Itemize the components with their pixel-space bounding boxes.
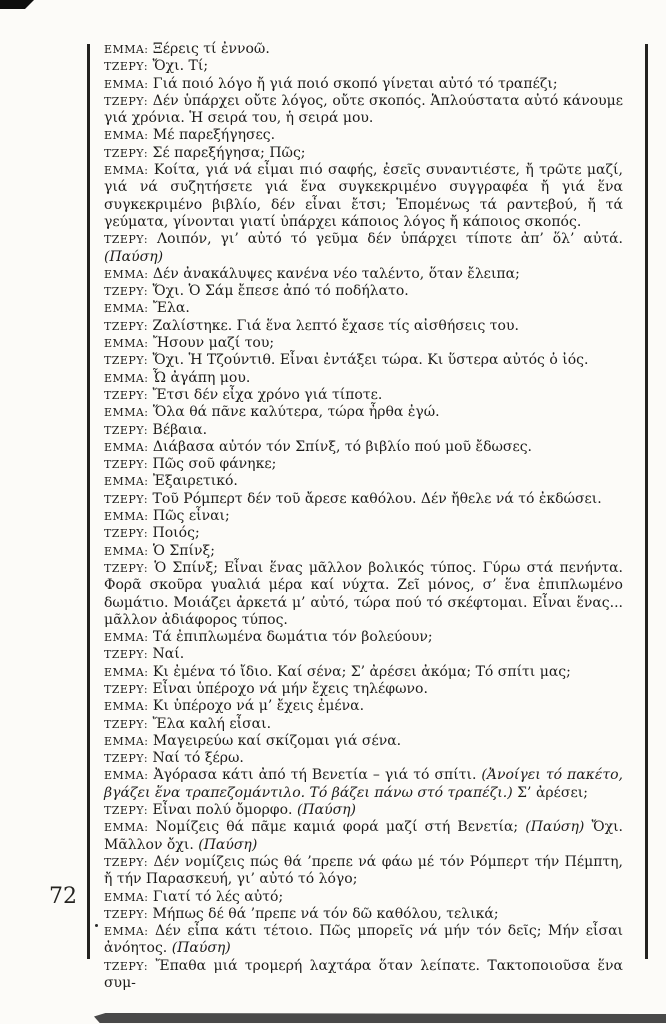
speaker-name: ΤΖΕΡΥ:: [104, 423, 149, 437]
stage-direction: (Παύση): [104, 248, 164, 265]
speaker-name: ΕΜΜΑ:: [104, 769, 149, 783]
speech-line: [104, 629, 623, 646]
speaker-name: ΕΜΜΑ:: [104, 371, 149, 385]
speech-line: [104, 439, 623, 456]
speech-line: [104, 387, 623, 404]
page-number: 72: [49, 884, 77, 909]
speech-line: [104, 162, 623, 231]
speaker-name: ΤΖΕΡΥ:: [104, 146, 149, 160]
speech-text: Κι ἐμένα τό ἴδιο. Καί σένα; Σ’ ἀρέσει ἀκόμα; Τό σπίτι μας;: [152, 663, 571, 680]
speech-line: [104, 543, 623, 560]
speech-line: [104, 681, 623, 698]
speech-line: [104, 231, 623, 266]
speaker-name: ΤΖΕΡΥ:: [104, 752, 149, 766]
speech-text: Δέν νομίζεις πώς θά ’πρεπε νά φάω μέ τόν Ρόμπερτ τήν Πέμπτη, ἤ τήν Παρασκευή, γι’ αὐτό τό λόγο;: [104, 853, 623, 888]
speaker-name: ΤΖΕΡΥ:: [104, 682, 149, 696]
speech-text: Ὄχι. Τί;: [152, 58, 209, 75]
speech-text: Κοίτα, γιά νά εἶμαι πιό σαφής, ἐσεῖς συναντιέστε, ἤ τρῶτε μαζί, γιά νά συζητήσετε γιά ἕνα συγκεκριμένο συγγραφέα ἤ γιά ἕνα συγκεκριμένο βιβλίο, δέν εἶναι ἔτσι; Ἑπομένως τά ραντεβού, ἤ τά γεύματα, γίνονται γιατί ὑπάρχει κάποιος λόγος ἤ κάποιος σκοπός.: [104, 162, 623, 230]
speaker-name: ΤΖΕΡΥ:: [104, 527, 149, 541]
speech-text: Βέβαια.: [152, 421, 208, 438]
speaker-name: ΕΜΜΑ:: [104, 129, 149, 143]
right-margin-rule: [645, 44, 648, 959]
speaker-name: ΤΖΕΡΥ:: [104, 388, 149, 402]
speaker-name: ΕΜΜΑ:: [104, 544, 149, 558]
speech-text: Ξέρεις τί ἐννοῶ.: [152, 41, 270, 57]
speech-line: [104, 283, 623, 300]
speech-text: Δέν ἀνακάλυψες κανένα νέο ταλέντο, ὅταν ἔλειπα;: [152, 265, 520, 282]
speaker-name: ΕΜΜΑ:: [104, 890, 149, 904]
speech-text: Ὄχι. Μᾶλλον ὄχι.: [104, 819, 624, 853]
dialogue-text-block: [104, 41, 623, 992]
speech-line: [104, 145, 623, 162]
speech-line: [104, 422, 623, 439]
speech-text: Ἀγόρασα κάτι ἀπό τή Βενετία – γιά τό σπίτι.: [153, 767, 482, 784]
speech-line: [104, 93, 623, 128]
speech-line: [104, 76, 623, 93]
speaker-name: ΕΜΜΑ:: [104, 43, 149, 56]
speaker-name: ΤΖΕΡΥ:: [104, 319, 149, 333]
speech-text: Ὦ ἀγάπη μου.: [152, 369, 251, 386]
speaker-name: ΤΖΕΡΥ:: [104, 804, 149, 818]
speech-text: Σ’ ἀρέσει;: [512, 784, 588, 801]
speech-text: Λοιπόν, γι’ αὐτό τό γεῦμα δέν ὑπάρχει τίποτε ἀπ’ ὅλ’ αὐτά.: [157, 231, 624, 248]
speech-text: Μέ παρεξήγησες.: [152, 127, 276, 144]
speech-text: Δέν ὑπάρχει οὔτε λόγος, οὔτε σκοπός. Ἁπλούστατα αὐτό κάνουμε γιά χρόνια. Ἡ σειρά του, ἡ σειρά μου.: [104, 92, 623, 127]
speech-line: [104, 923, 623, 958]
speech-text: Πῶς σοῦ φάνηκε;: [152, 456, 277, 473]
speech-line: [104, 335, 623, 352]
speaker-name: ΕΜΜΑ:: [104, 665, 149, 679]
speech-line: [104, 525, 623, 542]
speech-line: [104, 906, 623, 923]
speech-text: Ζαλίστηκε. Γιά ἕνα λεπτό ἔχασε τίς αἰσθήσεις του.: [152, 317, 519, 334]
speaker-name: ΤΖΕΡΥ:: [104, 354, 149, 368]
speech-text: Πῶς εἶναι;: [152, 508, 230, 525]
speech-text: Μαγειρεύω καί σκίζομαι γιά σένα.: [152, 732, 402, 749]
speech-text: Τοῦ Ρόμπερτ δέν τοῦ ἄρεσε καθόλου. Δέν ἤθελε νά τό ἐκδώσει.: [152, 490, 602, 507]
speaker-name: ΤΖΕΡΥ:: [104, 458, 149, 472]
speaker-name: ΕΜΜΑ:: [104, 821, 149, 835]
speech-text: Ἐξαιρετικό.: [152, 473, 238, 490]
speech-line: [104, 473, 623, 490]
speech-line: [104, 266, 623, 283]
speech-line: [104, 716, 623, 733]
speech-text: Ὁ Σπίνξ;: [152, 542, 215, 559]
speech-line: [104, 370, 623, 387]
speech-line: [104, 646, 623, 663]
speech-text: Εἶναι πολύ ὄμορφο.: [152, 802, 297, 819]
speaker-name: ΕΜΜΑ:: [104, 475, 149, 489]
speech-text: Ποιός;: [152, 525, 200, 542]
speaker-name: ΤΖΕΡΥ:: [104, 959, 149, 973]
speech-text: Διάβασα αὐτόν τόν Σπίνξ, τό βιβλίο πού μοῦ ἔδωσες.: [152, 438, 533, 455]
speaker-name: ΕΜΜΑ:: [104, 925, 149, 939]
speech-line: [104, 41, 623, 58]
speech-line: [104, 404, 623, 421]
speech-line: [104, 733, 623, 750]
stage-direction: (Παύση): [296, 802, 356, 819]
speaker-name: ΕΜΜΑ:: [104, 267, 149, 281]
speech-text: Ὅλα θά πᾶνε καλύτερα, τώρα ἦρθα ἐγώ.: [152, 404, 440, 421]
scan-artifact-top-left: [0, 0, 34, 9]
speech-text: Κι ὑπέροχο νά μ’ ἔχεις ἐμένα.: [152, 698, 365, 715]
speaker-name: ΤΖΕΡΥ:: [104, 907, 149, 921]
speech-line: [104, 456, 623, 473]
speaker-name: ΤΖΕΡΥ:: [104, 492, 149, 506]
speech-text: Ὁ Σπίνξ; Εἶναι ἕνας μᾶλλον βολικός τύπος. Γύρω στά πενήντα. Φορᾶ σκοῦρα γυαλιά μέρα καί νύχτα. Ζεῖ μόνος, σ’ ἕνα ἐπιπλωμένο δωμάτιο. Μοιάζει ἀρκετά μ’ αὐτό, τώρα πού τό σκέφτομαι. Εἶναι ἕνας... μᾶλλον ἀδιάφορος τύπος.: [104, 559, 623, 628]
speaker-name: ΕΜΜΑ:: [104, 164, 149, 178]
speaker-name: ΤΖΕΡΥ:: [104, 94, 149, 108]
speech-line: [104, 352, 623, 369]
speaker-name: ΤΖΕΡΥ:: [104, 855, 149, 869]
speech-line: [104, 127, 623, 144]
speech-text: Ναί τό ξέρω.: [152, 750, 244, 767]
speaker-name: ΤΖΕΡΥ:: [104, 561, 149, 575]
speech-line: [104, 750, 623, 767]
speech-text: Ἔπαθα μιά τρομερή λαχτάρα ὅταν λείπατε. Τακτοποιοῦσα ἕνα συμ-: [104, 957, 624, 992]
speech-text: Σέ παρεξήγησα; Πῶς;: [152, 144, 306, 161]
speech-text: Ἔτσι δέν εἶχα χρόνο γιά τίποτε.: [152, 386, 383, 403]
speech-text: Γιά ποιό λόγο ἤ γιά ποιό σκοπό γίνεται αὐτό τό τραπέζι;: [152, 75, 558, 92]
speech-line: [104, 508, 623, 525]
speech-text: Γιατί τό λές αὐτό;: [152, 888, 284, 905]
speech-text: Τά ἐπιπλωμένα δωμάτια τόν βολεύουν;: [152, 629, 433, 646]
speech-line: [104, 491, 623, 508]
speech-line: [104, 854, 623, 889]
stage-direction: (Παύση): [171, 940, 231, 957]
speech-line: [104, 698, 623, 715]
speech-line: [104, 958, 623, 993]
speech-line: [104, 58, 623, 75]
speaker-name: ΕΜΜΑ:: [104, 734, 149, 748]
scan-artifact-bottom: [94, 1013, 666, 1023]
speaker-name: ΕΜΜΑ:: [104, 510, 149, 524]
speaker-name: ΕΜΜΑ:: [104, 77, 149, 91]
speaker-name: ΕΜΜΑ:: [104, 631, 149, 645]
speech-line: [104, 819, 623, 854]
speaker-name: ΕΜΜΑ:: [104, 406, 149, 420]
speech-text: Νομίζεις θά πᾶμε καμιά φορά μαζί στή Βενετία;: [155, 819, 526, 836]
speaker-name: ΕΜΜΑ:: [104, 302, 149, 316]
stage-direction: (Παύση): [198, 836, 258, 853]
speech-text: Ὄχι. Ἡ Τζούντιθ. Εἶναι ἐντάξει τώρα. Κι ὕστερα αὐτός ὁ ἰός.: [152, 352, 589, 369]
speech-text: Μήπως δέ θά ’πρεπε νά τόν δῶ καθόλου, τελικά;: [152, 905, 499, 922]
speech-text: Εἶναι ὑπέροχο νά μήν ἔχεις τηλέφωνο.: [152, 680, 428, 697]
speech-line: [104, 318, 623, 335]
ink-dot: [95, 924, 98, 927]
speaker-name: ΤΖΕΡΥ:: [104, 717, 149, 731]
speaker-name: ΤΖΕΡΥ:: [104, 285, 149, 299]
speech-line: [104, 889, 623, 906]
speech-line: [104, 802, 623, 819]
speaker-name: ΤΖΕΡΥ:: [104, 648, 149, 662]
speech-line: [104, 300, 623, 317]
speech-text: Ἔλα καλή εἶσαι.: [152, 715, 272, 732]
speaker-name: ΕΜΜΑ:: [104, 700, 149, 714]
speaker-name: ΕΜΜΑ:: [104, 440, 149, 454]
speech-text: Ἔλα.: [152, 300, 190, 317]
speaker-name: ΤΖΕΡΥ:: [104, 60, 149, 74]
stage-direction: (Ἀνοίγει τό πακέτο, βγάζει ἕνα τραπεζομάντιλο. Τό βάζει πάνω στό τραπέζι.): [104, 767, 623, 801]
speech-line: [104, 767, 623, 802]
speech-text: Ναί.: [152, 646, 185, 663]
left-margin-rule: [87, 44, 90, 959]
speech-line: [104, 560, 623, 629]
speech-line: [104, 664, 623, 681]
stage-direction: (Παύση): [525, 819, 585, 836]
speech-text: Ὄχι. Ὁ Σάμ ἔπεσε ἀπό τό ποδήλατο.: [152, 283, 409, 300]
speech-text: Ἤσουν μαζί του;: [152, 335, 275, 352]
speaker-name: ΕΜΜΑ:: [104, 337, 149, 351]
speech-text: Δέν εἶπα κάτι τέτοιο. Πῶς μπορεῖς νά μήν τόν δεῖς; Μήν εἶσαι ἀνόητος.: [104, 923, 624, 957]
speaker-name: ΤΖΕΡΥ:: [104, 233, 149, 247]
